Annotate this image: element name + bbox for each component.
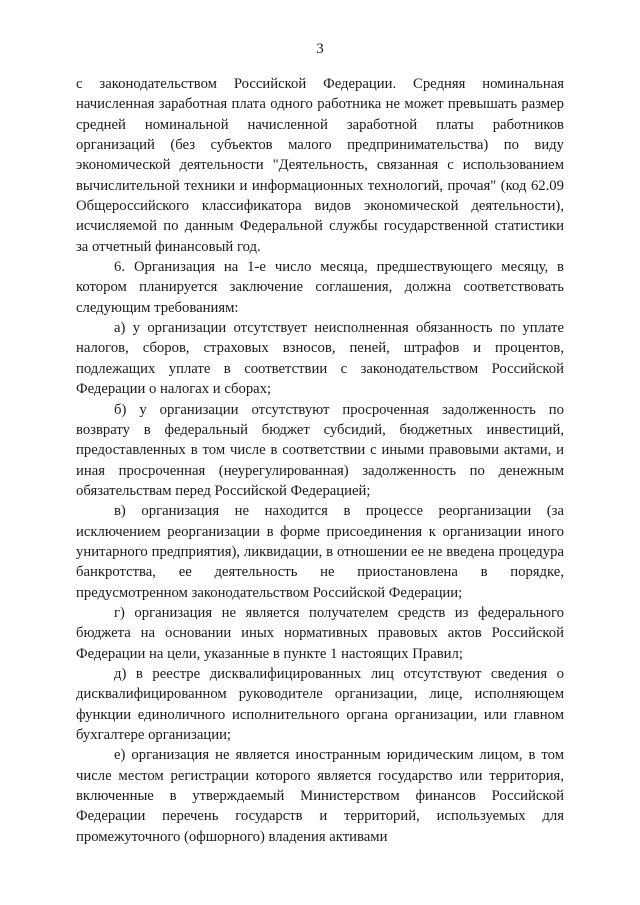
paragraph-continuation: с законодательством Российской Федерации. Средняя номинальная начисленная заработная плата одного работника не может превышать размер средней номинальной начисленной заработной платы работников организаций (без субъектов малого предпринимательства) по виду экономической деятельности "Деятельность, связанная с использованием вычислительной техники и информационных технологий, прочая" (код 62.09 Общероссийского классификатора видов экономической деятельности), исчисляемой по данным Федеральной службы государственной статистики за отчетный финансовый год. bbox=[76, 76, 564, 255]
paragraph-subitem-e: е) организация не является иностранным юридическим лицом, в том числе местом регистрации которого является государство или территория, включенные в утверждаемый Министерством финансов Российской Федерации перечень государств и территорий, используемых для промежуточного (офшорного) владения активами bbox=[76, 747, 564, 845]
paragraph-subitem-b: б) у организации отсутствуют просроченная задолженность по возврату в федеральный бюджет субсидий, бюджетных инвестиций, предоставленных в том числе в соответствии с иными правовыми актами, и иная просроченная (неурегулированная) задолженность по денежным обязательствам перед Российской Федерацией; bbox=[76, 401, 564, 499]
paragraph-subitem-g: г) организация не является получателем средств из федерального бюджета на основании иных нормативных правовых актов Российской Федерации на цели, указанные в пункте 1 настоящих Правил; bbox=[76, 604, 564, 662]
document-body bbox=[76, 74, 564, 847]
paragraph-subitem-v: в) организация не находится в процессе реорганизации (за исключением реорганизации в форме присоединения к организации иного унитарного предприятия), ликвидации, в отношении ее не введена процедура банкротства, ее деятельность не приостановлена в порядке, предусмотренном законодательством Российской Федерации; bbox=[76, 503, 564, 601]
page-number: 3 bbox=[316, 41, 324, 57]
paragraph-subitem-a: а) у организации отсутствует неисполненная обязанность по уплате налогов, сборов, страховых взносов, пеней, штрафов и процентов, подлежащих уплате в соответствии с законодательством Российской Федерации о налогах и сборах; bbox=[76, 320, 564, 398]
paragraph-item-6: 6. Организация на 1-е число месяца, предшествующего месяцу, в котором планируется заключение соглашения, должна соответствовать следующим требованиям: bbox=[76, 259, 564, 316]
paragraph-subitem-d: д) в реестре дисквалифицированных лиц отсутствуют сведения о дисквалифицированном руководителе организации, лице, исполняющем функции единоличного исполнительного органа организации, или главном бухгалтере организации; bbox=[76, 665, 564, 743]
